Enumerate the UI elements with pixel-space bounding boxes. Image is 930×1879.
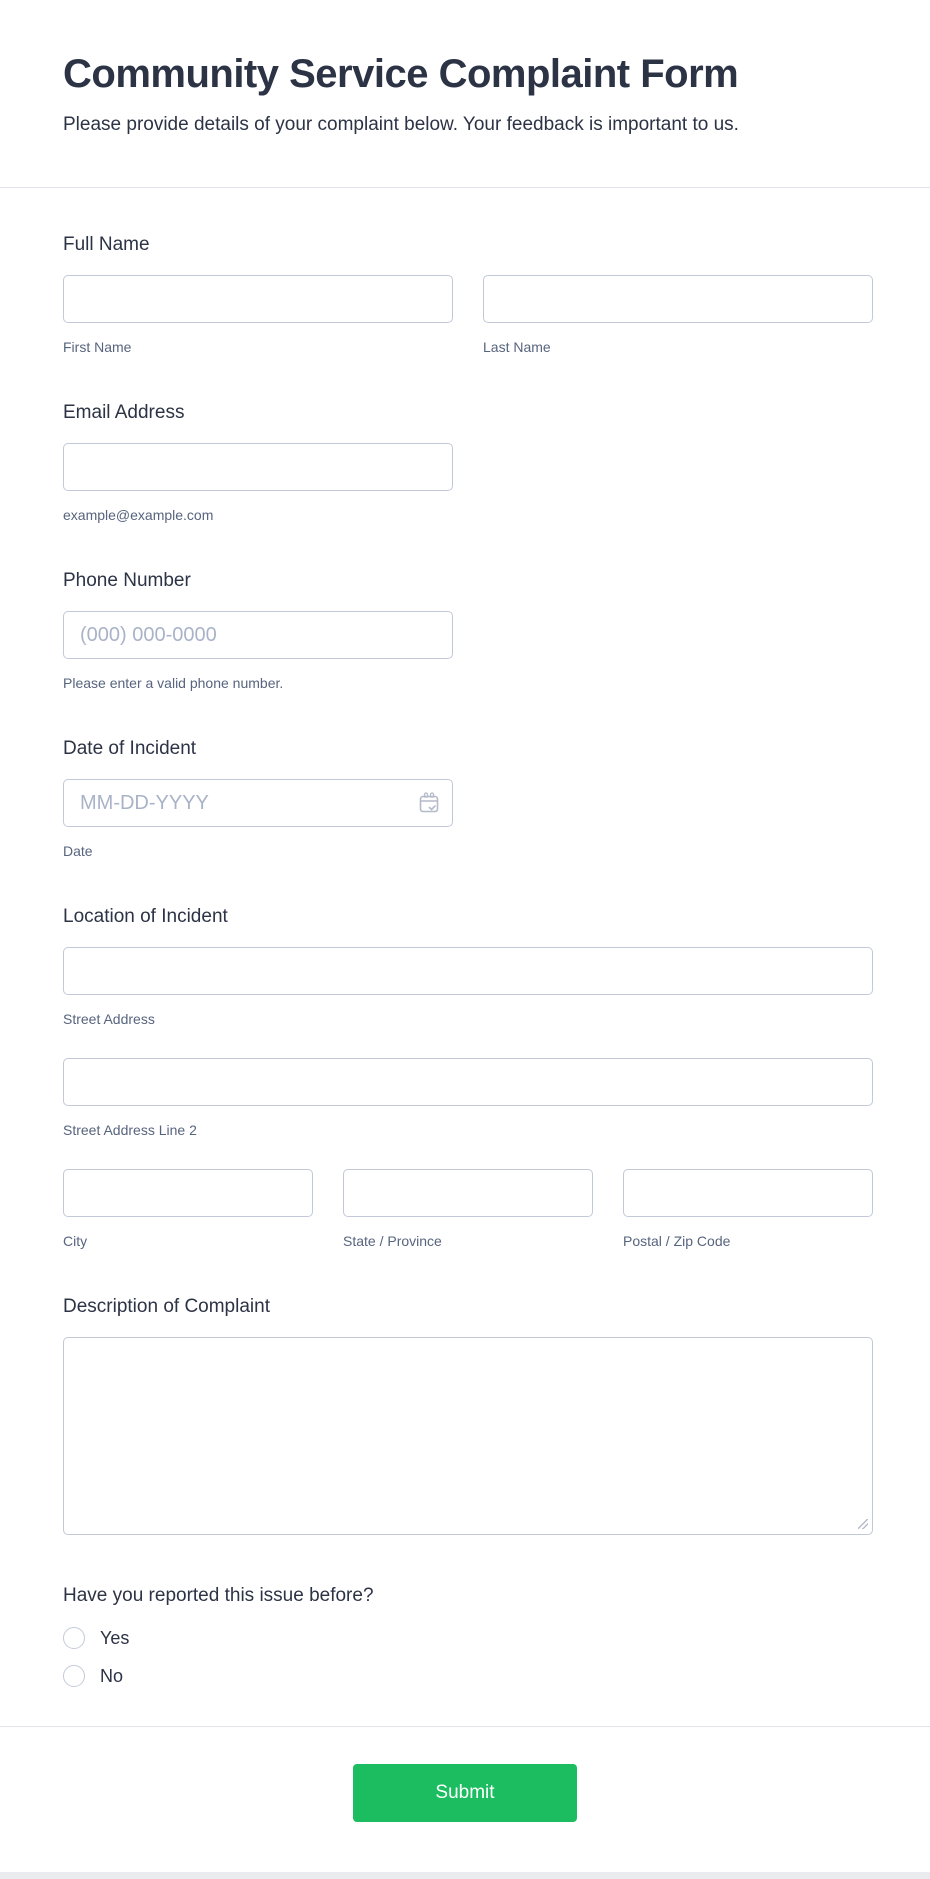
description-textarea[interactable] — [63, 1337, 873, 1535]
last-name-input[interactable] — [483, 275, 873, 323]
field-full-name — [63, 234, 873, 356]
radio-label-no: No — [100, 1665, 124, 1686]
postal-sublabel: Postal / Zip Code — [623, 1233, 731, 1249]
location-label: Location of Incident — [63, 906, 228, 927]
street-address-input[interactable] — [63, 947, 873, 995]
submit-button[interactable]: Submit — [353, 1764, 577, 1822]
date-input[interactable] — [63, 779, 453, 827]
field-location — [63, 906, 873, 1250]
last-name-sublabel: Last Name — [483, 339, 551, 355]
radio-option-no[interactable] — [63, 1663, 873, 1689]
street-address-row — [63, 947, 873, 1028]
form-footer — [0, 1726, 930, 1822]
radio-option-yes[interactable] — [63, 1625, 873, 1651]
date-label: Date of Incident — [63, 738, 197, 759]
field-date — [63, 738, 873, 860]
phone-sublabel: Please enter a valid phone number. — [63, 675, 284, 691]
field-phone — [63, 570, 873, 692]
first-name-sublabel: First Name — [63, 339, 132, 355]
email-sublabel: example@example.com — [63, 507, 214, 523]
reported-before-label: Have you reported this issue before? — [63, 1585, 374, 1606]
state-sublabel: State / Province — [343, 1233, 442, 1249]
radio-label-yes: Yes — [100, 1627, 130, 1648]
description-label: Description of Complaint — [63, 1296, 270, 1317]
city-sublabel: City — [63, 1233, 88, 1249]
form-title: Community Service Complaint Form — [63, 52, 739, 96]
field-email — [63, 402, 873, 524]
street-address2-sublabel: Street Address Line 2 — [63, 1122, 197, 1138]
city-state-postal-row — [63, 1169, 873, 1250]
form-subtitle: Please provide details of your complaint below. Your feedback is important to us. — [63, 114, 739, 135]
field-description — [63, 1296, 873, 1535]
email-input[interactable] — [63, 443, 453, 491]
form-header — [0, 0, 930, 188]
email-label: Email Address — [63, 402, 185, 423]
state-input[interactable] — [343, 1169, 593, 1217]
street-address2-row — [63, 1058, 873, 1139]
street-address-sublabel: Street Address — [63, 1011, 155, 1027]
radio-circle-no — [63, 1665, 85, 1687]
calendar-check-icon[interactable] — [418, 792, 440, 814]
street-address2-input[interactable] — [63, 1058, 873, 1106]
radio-circle-yes — [63, 1627, 85, 1649]
phone-label: Phone Number — [63, 570, 191, 591]
form-body — [0, 234, 930, 1689]
city-input[interactable] — [63, 1169, 313, 1217]
field-reported-before — [63, 1585, 873, 1689]
full-name-label: Full Name — [63, 234, 150, 255]
first-name-input[interactable] — [63, 275, 453, 323]
postal-input[interactable] — [623, 1169, 873, 1217]
date-sublabel: Date — [63, 843, 93, 859]
phone-input[interactable] — [63, 611, 453, 659]
